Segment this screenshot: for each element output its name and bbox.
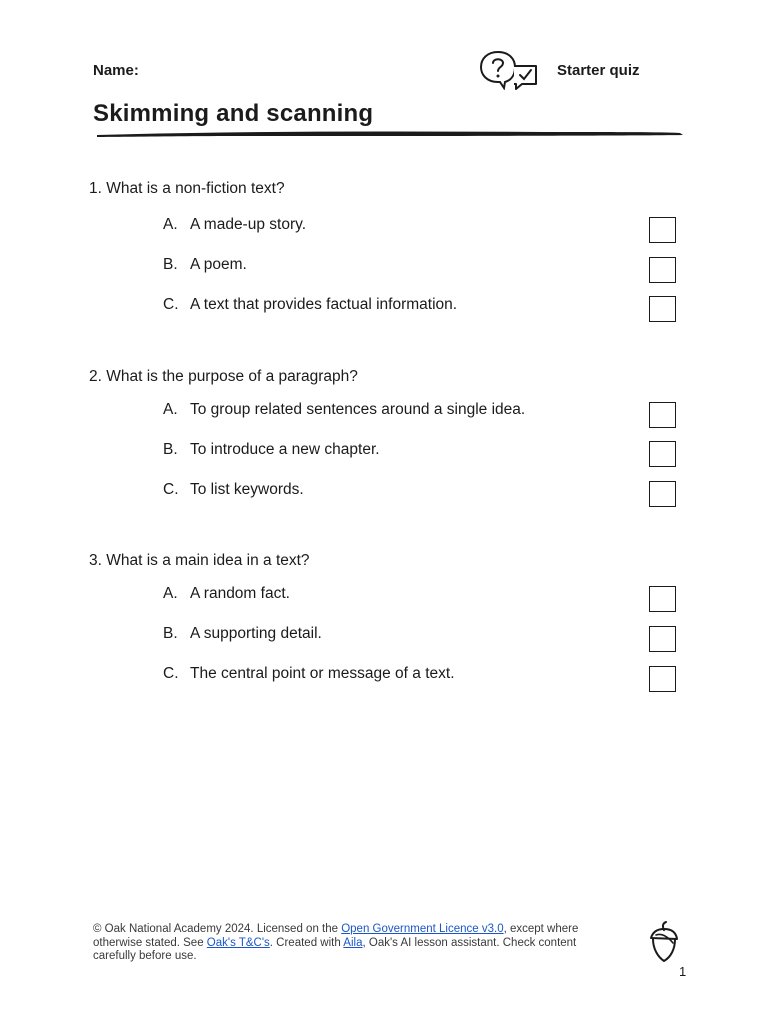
question-1: 1. What is a non-fiction text? — [89, 180, 285, 197]
question-3-option-c-checkbox[interactable] — [649, 666, 676, 692]
footer-text-part: © Oak National Academy 2024. Licensed on the — [93, 923, 342, 935]
question-3-option-c — [163, 665, 455, 683]
option-letter: B. — [163, 256, 178, 273]
option-text: To group related sentences around a single idea. — [190, 401, 526, 418]
question-1-option-b — [163, 256, 247, 274]
question-3-option-a — [163, 585, 290, 603]
option-text: A made-up story. — [190, 216, 307, 233]
question-2-option-a-checkbox[interactable] — [649, 402, 676, 428]
option-letter: C. — [163, 665, 179, 682]
page-number: 1 — [679, 964, 687, 979]
aila-link[interactable]: Aila — [343, 936, 363, 949]
option-letter: C. — [163, 296, 179, 313]
oak-terms-link[interactable]: Oak's T&C's — [206, 936, 270, 949]
page-title: Skimming and scanning — [93, 100, 374, 127]
footer-text-part: , except where otherwise stated. See — [93, 923, 579, 949]
option-text: To list keywords. — [190, 481, 304, 498]
option-letter: C. — [163, 481, 179, 498]
footer-licence-text — [93, 923, 613, 964]
question-2-option-a — [163, 401, 525, 419]
question-2-option-c-checkbox[interactable] — [649, 481, 676, 507]
title-underline — [95, 128, 685, 140]
option-letter: B. — [163, 625, 178, 642]
option-text: A text that provides factual information. — [190, 296, 458, 313]
question-1-option-b-checkbox[interactable] — [649, 257, 676, 283]
name-label: Name: — [93, 62, 139, 79]
question-3-option-b-checkbox[interactable] — [649, 626, 676, 652]
option-letter: A. — [163, 401, 178, 418]
open-government-licence-link[interactable]: Open Government Licence v3.0 — [341, 923, 504, 935]
option-text: To introduce a new chapter. — [190, 441, 380, 458]
question-1-option-a-checkbox[interactable] — [649, 217, 676, 243]
question-speech-bubble-icon — [478, 50, 540, 90]
question-2-option-b-checkbox[interactable] — [649, 441, 676, 467]
question-3-option-a-checkbox[interactable] — [649, 586, 676, 612]
option-text: A poem. — [190, 256, 247, 273]
question-1-option-c — [163, 296, 457, 314]
option-text: A random fact. — [190, 585, 290, 602]
option-text: The central point or message of a text. — [190, 665, 455, 682]
footer-text-part: , Oak's AI lesson assistant. Check content carefully before use. — [93, 936, 577, 962]
quiz-type-label: Starter quiz — [557, 62, 640, 79]
question-3-option-b — [163, 625, 322, 643]
footer-text-part: . Created with — [269, 936, 344, 949]
question-2: 2. What is the purpose of a paragraph? — [89, 368, 358, 385]
option-letter: A. — [163, 216, 178, 233]
question-2-option-b — [163, 441, 380, 459]
option-letter: A. — [163, 585, 178, 602]
option-text: A supporting detail. — [190, 625, 322, 642]
question-2-option-c — [163, 481, 304, 499]
question-1-option-a — [163, 216, 306, 234]
question-3: 3. What is a main idea in a text? — [89, 552, 310, 569]
option-letter: B. — [163, 441, 178, 458]
question-1-option-c-checkbox[interactable] — [649, 296, 676, 322]
acorn-icon — [646, 921, 682, 963]
